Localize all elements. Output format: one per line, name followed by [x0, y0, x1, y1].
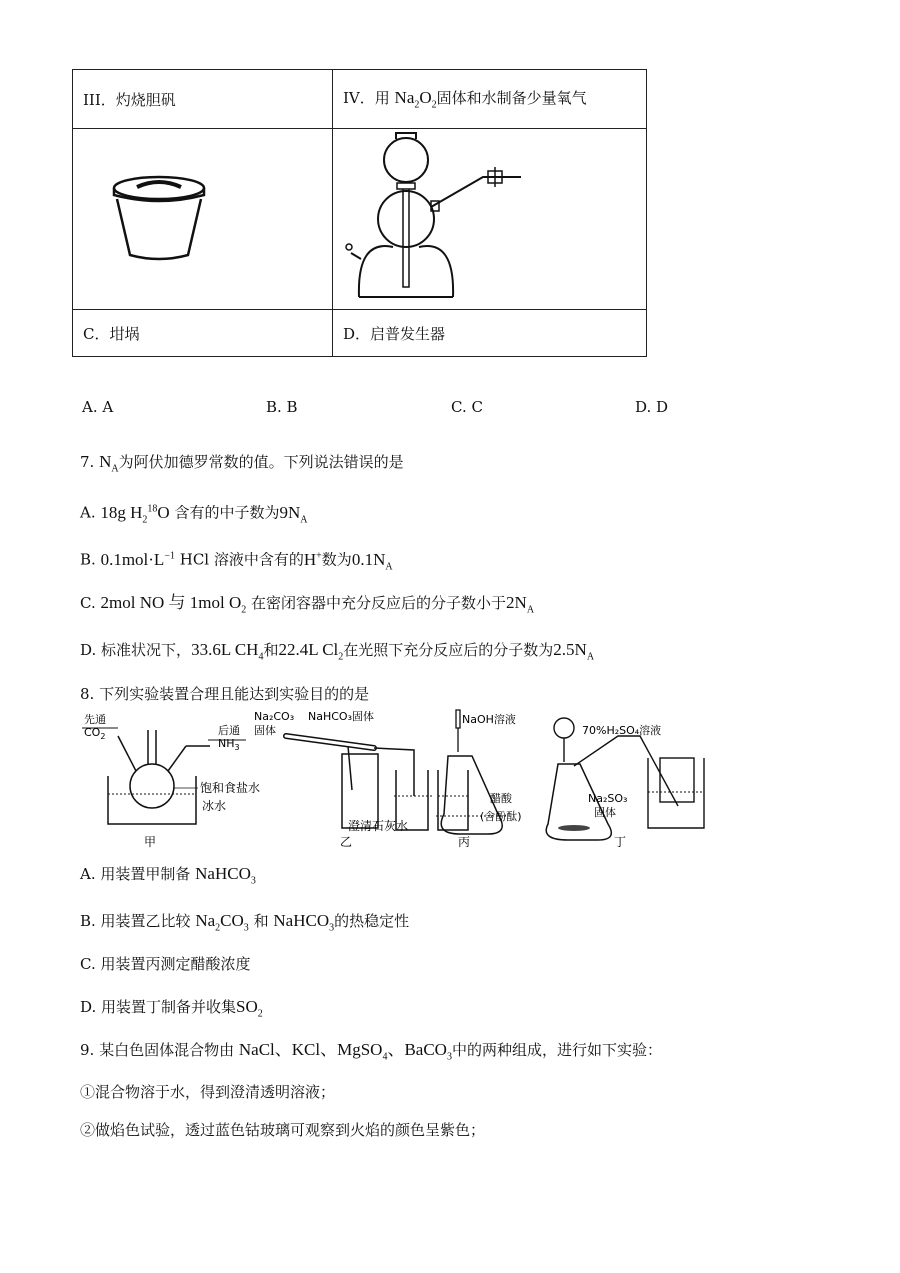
svg-text:Na₂CO₃: Na₂CO₃: [254, 710, 295, 723]
svg-text:固体: 固体: [594, 806, 616, 819]
q7-stem: 7. $N_A$为阿伏加德罗常数的值。下列说法错误的是: [80, 452, 404, 475]
q8-option-a[interactable]: A. 用装置甲制备 NaHCO$_3$: [80, 864, 256, 887]
q6-option-d[interactable]: D. D: [635, 398, 669, 416]
q8-option-b[interactable]: B. 用装置乙比较 $Na_2CO_3$ 和 NaHCO$_3$的热稳定性: [80, 911, 410, 934]
svg-text:饱和食盐水: 饱和食盐水: [200, 781, 261, 795]
q9-step-1: ①混合物溶于水，得到澄清透明溶液；: [80, 1083, 336, 1101]
svg-text:醋酸: 醋酸: [490, 792, 512, 805]
q7-option-d[interactable]: D. 标准状况下，33.6L $CH_4$和22.4L $Cl_2$在光照下充分反应后的分子数为$2.5N_A$: [80, 640, 595, 663]
caption-c: C．坩埚: [73, 310, 333, 357]
svg-text:先通: 先通: [84, 713, 106, 726]
q8-stem: 8. 下列实验装置合理且能达到实验目的的是: [80, 685, 370, 703]
svg-text:澄清石灰水: 澄清石灰水: [348, 819, 409, 833]
kipp-generator-figure: [343, 129, 636, 305]
caption-d: D．启普发生器: [333, 310, 647, 357]
q7-option-b[interactable]: B. $0.1mol\cdot L^{-1}$ HCl 溶液中含有的H+数为$0.1N_A$: [80, 549, 393, 573]
q6-option-b[interactable]: B. B: [266, 398, 298, 416]
svg-text:甲: 甲: [144, 835, 157, 849]
q9-stem: 9. 某白色固体混合物由 NaCl、KCl、MgSO$_4$、BaCO$_3$中的两种组成，进行如下实验：: [80, 1040, 662, 1063]
svg-text:固体: 固体: [254, 724, 276, 737]
svg-text:丙: 丙: [458, 835, 471, 849]
q9-step-2: ②做焰色试验，透过蓝色钴玻璃可观察到火焰的颜色呈紫色；: [80, 1121, 486, 1139]
svg-text:CO2: $CO_2$: [84, 726, 106, 741]
apparatus-table: [72, 69, 647, 357]
q8-option-c[interactable]: C. 用装置丙测定醋酸浓度: [80, 955, 251, 973]
svg-text:后通: 后通: [218, 724, 240, 737]
svg-text:丁: 丁: [614, 835, 627, 849]
cell-iv: IV．用 $Na_2O_2$固体和水制备少量氧气: [333, 70, 647, 129]
q7-option-c[interactable]: C. 2mol NO 与 1mol $O_2$ 在密闭容器中充分反应后的分子数小于$2N_A$: [80, 593, 535, 616]
q6-option-a[interactable]: A. A: [82, 398, 114, 416]
q8-apparatus-figure: [78, 706, 708, 854]
crucible-figure: [83, 129, 322, 305]
cell-iii: III．灼烧胆矾: [73, 70, 333, 129]
svg-text:70%H₂SO₄溶液: 70%H₂SO₄溶液: [582, 724, 662, 737]
svg-text:冰水: 冰水: [202, 799, 227, 813]
crucible-cell: [73, 129, 333, 310]
kipp-cell: [333, 129, 647, 310]
q6-option-c[interactable]: C. C: [451, 398, 483, 416]
svg-text:(含酚酞): (含酚酞): [480, 810, 522, 823]
q7-option-a[interactable]: A. 18g $H_2^{18}O$ 含有的中子数为$9N_A$: [80, 502, 308, 526]
svg-text:Na₂SO₃: Na₂SO₃: [588, 792, 628, 805]
svg-text:乙: 乙: [340, 835, 353, 849]
svg-text:NaOH溶液: NaOH溶液: [462, 713, 516, 726]
q8-option-d[interactable]: D. 用装置丁制备并收集$SO_2$: [80, 997, 263, 1020]
svg-text:NaHCO₃固体: NaHCO₃固体: [308, 710, 374, 723]
formula-na2o2: $Na_2O_2$: [394, 88, 437, 111]
svg-text:NH3: $NH_3$: [218, 737, 240, 752]
